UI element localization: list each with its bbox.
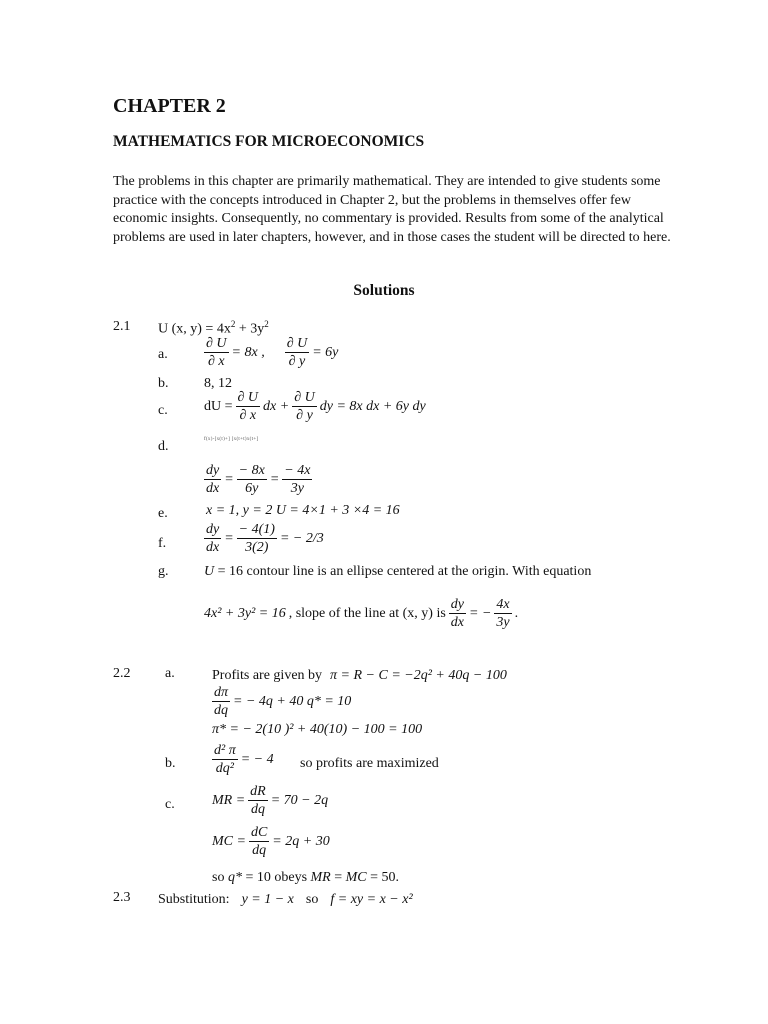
part-d-artifact: f(x)-[x(t)+] [x(t+t)x(t+] bbox=[204, 437, 259, 442]
p22-part-b-text: so profits are maximized bbox=[300, 756, 439, 771]
part-g-label: g. bbox=[158, 564, 169, 579]
p22-part-a-label: a. bbox=[165, 666, 175, 681]
p22-part-a-line1: Profits are given by π = R − C = −2q² + 40q − 100 bbox=[212, 668, 507, 683]
intro-paragraph: The problems in this chapter are primarily mathematical. They are intended to give students some practice with the concepts introduced in Chapter 2, but the problems in themselves offer few economic insights. Consequently, no commentary is provided. Results from some of the analytical problems are used in later chapters, however, and in those cases the student will be directed to here. bbox=[113, 174, 671, 245]
problem-2-3-line: Substitution: y = 1 − x so f = xy = x − x² bbox=[158, 892, 413, 907]
p22-part-b-label: b. bbox=[165, 756, 176, 771]
p22-part-a-profit: π* = − 2(10 )² + 40(10) − 100 = 100 bbox=[212, 722, 423, 737]
chapter-subtitle: MATHEMATICS FOR MICROECONOMICS bbox=[113, 133, 425, 150]
problem-2-1-number: 2.1 bbox=[113, 319, 131, 334]
part-d-equation: $\frac{dy}{dx}$ = $\frac{- 8x}{6y}$ = $\frac{- 4x}{3y}$ bbox=[206, 463, 311, 496]
part-e-label: e. bbox=[158, 506, 168, 521]
part-f-label: f. bbox=[158, 536, 167, 551]
p22-part-c-label: c. bbox=[165, 797, 175, 812]
p22-part-b-equation: $\frac{\text{d² π}}{\text{dq²}}$ = − 4 bbox=[214, 743, 274, 776]
part-a-equation: $\frac{\partial U}{\partial x}$ = 8x , $\frac{\partial U}{\partial y}$ = 6y bbox=[206, 336, 339, 369]
part-a-label: a. bbox=[158, 347, 168, 362]
problem-2-3-number: 2.3 bbox=[113, 890, 131, 905]
problem-2-2-number: 2.2 bbox=[113, 666, 131, 681]
part-b-label: b. bbox=[158, 376, 169, 391]
part-d-label: d. bbox=[158, 439, 169, 454]
marginal-cost-equation: MC = $\frac{dC}{dq}$ = 2q + 30 bbox=[212, 825, 330, 858]
p22-part-a-derivative: $\frac{d\pi}{dq}$ = − 4q + 40 q* = 10 bbox=[214, 685, 352, 718]
part-b-text: 8, 12 bbox=[204, 376, 232, 391]
marginal-revenue-equation: MR = $\frac{dR}{dq}$ = 70 − 2q bbox=[212, 784, 329, 817]
part-c-equation: dU = $\frac{\partial U}{\partial x}$ dx + $\frac{\partial U}{\partial y}$ dy = 8x dx + 6y dy bbox=[204, 390, 426, 423]
part-f-equation: $\frac{dy}{dx}$ = $\frac{- 4(1)}{3(2)}$ = − 2/3 bbox=[206, 522, 324, 555]
p22-conclusion: so q* = 10 obeys MR = MC = 50. bbox=[212, 870, 400, 885]
part-g-line2: 4x² + 3y² = 16 , slope of the line at (x, y) is $\frac{dy}{dx}$ = − $\frac{4x}{3y}$ . bbox=[204, 597, 519, 630]
solutions-heading: Solutions bbox=[353, 282, 415, 299]
part-e-text: x = 1, y = 2 U = 4×1 + 3 ×4 = 16 bbox=[206, 503, 400, 518]
part-c-label: c. bbox=[158, 403, 168, 418]
problem-2-1-statement: U (x, $y) = 4x^2 + 3y^2$ bbox=[158, 319, 269, 337]
chapter-title: CHAPTER 2 bbox=[113, 95, 226, 117]
part-g-line1: U = 16 contour line is an ellipse centered at the origin. With equation bbox=[204, 564, 592, 579]
